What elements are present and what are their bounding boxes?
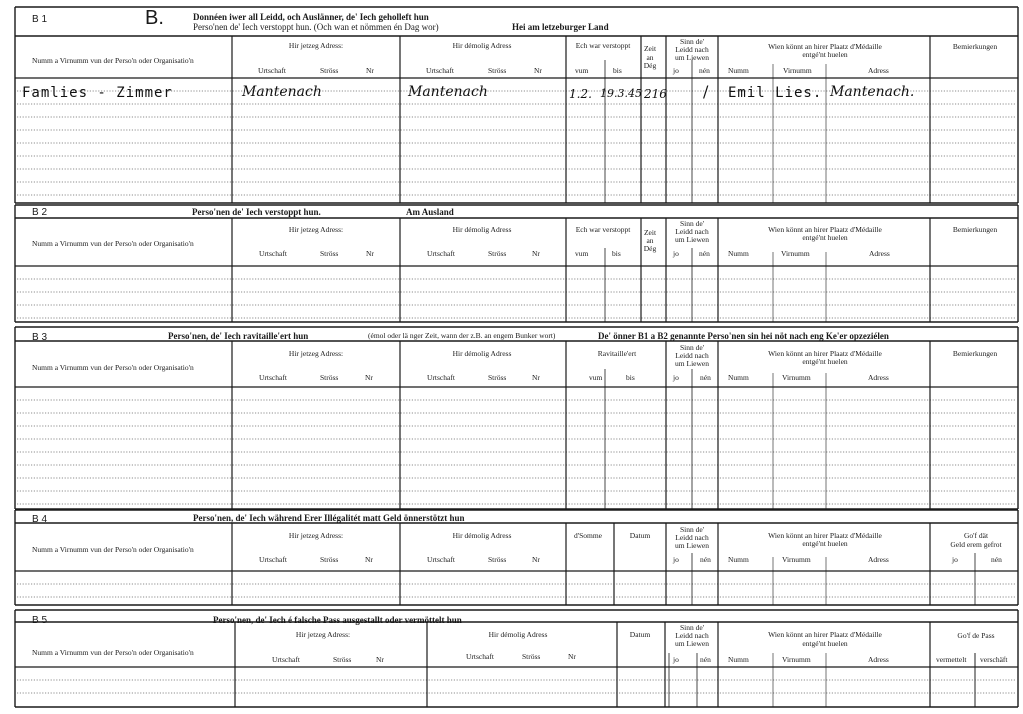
remarks-header: Bemierkungen — [952, 225, 998, 234]
street-header: Ströss — [488, 66, 507, 75]
former-address-header: Hir démolig Adress — [452, 225, 512, 234]
current-address-header: Hir jetzeg Adress: — [295, 630, 351, 639]
medal-first-name-header: Virnumm — [782, 555, 811, 564]
number-header: Nr — [376, 655, 384, 664]
passport-given-header: Go'f de Pass — [957, 631, 995, 640]
days-header: Zeit — [643, 228, 657, 237]
money-given-header: Geld erem gefrot — [950, 540, 1002, 549]
name-col-header: Numm a Virnumm vun der Perso'n oder Organisatio'n — [32, 56, 194, 65]
section-subtitle-b2: Am Ausland — [406, 207, 454, 217]
yes-header: jo — [673, 66, 679, 75]
medal-header: entgé'nt huelen — [802, 233, 848, 242]
days-header: Dég — [643, 244, 657, 253]
name-col-header: Numm a Virnumm vun der Perso'n oder Organisatio'n — [32, 363, 194, 372]
locality-header: Urtschaft — [259, 555, 287, 564]
date-header: Datum — [629, 630, 651, 639]
street-header: Ströss — [488, 373, 507, 382]
alive-header: Leidd nach — [675, 227, 709, 236]
section-label-b4: B 4 — [32, 514, 48, 525]
street-header: Ströss — [488, 249, 507, 258]
from-header: vum — [575, 249, 589, 258]
street-header: Ströss — [333, 655, 352, 664]
medal-first-name-header: Virnumm — [782, 373, 811, 382]
number-header: Nr — [532, 373, 540, 382]
hidden-period-header: Ech war verstoppt — [575, 41, 631, 50]
name-col-header: Numm a Virnumm vun der Perso'n oder Organisatio'n — [32, 648, 194, 657]
section-note-b3: (émol oder lä nger Zeit, wann der z.B. an engem Bunker wort) — [368, 331, 556, 340]
entry-locality-former: Mantenach — [408, 84, 488, 100]
medal-name-header: Numm — [728, 555, 749, 564]
hidden-period-header: Ech war verstoppt — [575, 225, 631, 234]
entry-medal-name: Emil Lies. — [728, 85, 823, 101]
entry-until: 19.3.45 — [600, 87, 642, 100]
section-label-b5: B 5 — [32, 615, 48, 626]
entry-locality-now: Mantenach — [242, 84, 322, 100]
medal-header: Wien könnt an hirer Plaatz d'Médaille — [768, 349, 882, 358]
medal-header: entgé'nt huelen — [802, 50, 848, 59]
days-header: an — [646, 236, 654, 245]
medal-address-header: Adress — [868, 555, 889, 564]
section-extra-b3: De' önner B1 a B2 genannte Perso'nen sin hei nöt nach eng Ke'er opzeziélen — [598, 331, 889, 341]
money-given-header: Go'f dät — [963, 531, 989, 540]
alive-header: um Liewen — [675, 541, 709, 550]
number-header: Nr — [366, 249, 374, 258]
name-col-header: Numm a Virnumm vun der Perso'n oder Organisatio'n — [32, 239, 194, 248]
yes-header: jo — [952, 555, 958, 564]
no-header: nén — [700, 555, 711, 564]
street-header: Ströss — [320, 555, 339, 564]
name-col-header: Numm a Virnumm vun der Perso'n oder Organisatio'n — [32, 545, 194, 554]
medal-name-header: Numm — [728, 66, 749, 75]
remarks-header: Bemierkungen — [952, 349, 998, 358]
alive-header: um Liewen — [675, 639, 709, 648]
until-header: bis — [612, 249, 621, 258]
no-header: nén — [699, 66, 710, 75]
alive-header: Sinn de' — [679, 219, 705, 228]
alive-header: um Liewen — [675, 235, 709, 244]
medal-header: Wien könnt an hirer Plaatz d'Médaille — [768, 42, 882, 51]
current-address-header: Hir jetzeg Adress: — [288, 531, 344, 540]
days-header: Dég — [643, 61, 657, 70]
street-header: Ströss — [320, 373, 339, 382]
alive-header: um Liewen — [675, 359, 709, 368]
from-header: vum — [589, 373, 603, 382]
medal-name-header: Numm — [728, 655, 749, 664]
locality-header: Urtschaft — [272, 655, 300, 664]
no-header: nén — [699, 249, 710, 258]
section-title-b4: Perso'nen, de' Iech während Erer Illégalitét matt Geld önnerstötzt hun — [193, 513, 465, 523]
locality-header: Urtschaft — [466, 652, 494, 661]
section-label-b1: B 1 — [32, 14, 48, 25]
supplied-header: Ravitaille'ert — [597, 349, 637, 358]
former-address-header: Hir démolig Adress — [488, 630, 548, 639]
entry-name: Famlies - Zimmer — [22, 85, 173, 101]
alive-header: Leidd nach — [675, 351, 709, 360]
number-header: Nr — [532, 249, 540, 258]
medal-address-header: Adress — [868, 655, 889, 664]
form-letter: B. — [145, 7, 164, 29]
entry-medal-address: Mantenach. — [830, 84, 915, 100]
yes-header: jo — [673, 555, 679, 564]
locality-header: Urtschaft — [427, 249, 455, 258]
entry-from: 1.2. — [569, 87, 592, 101]
date-header: Datum — [629, 531, 651, 540]
former-address-header: Hir démolig Adress — [452, 41, 512, 50]
former-address-header: Hir démolig Adress — [452, 531, 512, 540]
obtained-header: verschäft — [980, 655, 1008, 664]
no-header: nén — [991, 555, 1002, 564]
yes-header: jo — [673, 249, 679, 258]
number-header: Nr — [365, 555, 373, 564]
street-header: Ströss — [488, 555, 507, 564]
number-header: Nr — [532, 555, 540, 564]
form-header-line2: Perso'nen de' Iech verstoppt hun. (Och wan et nömmen én Dag wor) — [193, 22, 439, 32]
alive-header: Leidd nach — [675, 533, 709, 542]
medal-first-name-header: Virnumm — [781, 249, 810, 258]
section-title-b5: Perso'nen, de' Iech é falsche Pass ausgestallt oder vermöttelt hun — [213, 615, 462, 625]
alive-header: Sinn de' — [679, 525, 705, 534]
form-header-line1: Donnéen iwer all Leidd, och Auslänner, de' Iech geholleft hun — [193, 12, 429, 22]
former-address-header: Hir démolig Adress — [452, 349, 512, 358]
number-header: Nr — [365, 373, 373, 382]
current-address-header: Hir jetzeg Adress: — [288, 41, 344, 50]
medal-address-header: Adress — [869, 249, 890, 258]
locality-header: Urtschaft — [427, 555, 455, 564]
section-title-b2: Perso'nen de' Iech verstoppt hun. — [192, 207, 321, 217]
locality-header: Urtschaft — [258, 66, 286, 75]
entry-alive-mark: / — [703, 82, 709, 101]
alive-header: Leidd nach — [675, 631, 709, 640]
locality-header: Urtschaft — [427, 373, 455, 382]
medal-header: entgé'nt huelen — [802, 639, 848, 648]
number-header: Nr — [366, 66, 374, 75]
entry-days: 216 — [644, 87, 667, 101]
medal-header: Wien könnt an hirer Plaatz d'Médaille — [768, 630, 882, 639]
alive-header: Sinn de' — [679, 37, 705, 46]
current-address-header: Hir jetzeg Adress: — [288, 225, 344, 234]
medal-name-header: Numm — [728, 249, 749, 258]
form-header-line2-extra: Hei am letzeburger Land — [512, 22, 609, 32]
no-header: nén — [700, 655, 711, 664]
until-header: bis — [613, 66, 622, 75]
medal-first-name-header: Virnumm — [783, 66, 812, 75]
section-label-b3: B 3 — [32, 332, 48, 343]
medal-address-header: Adress — [868, 66, 889, 75]
street-header: Ströss — [522, 652, 541, 661]
issued-header: vermettelt — [936, 655, 967, 664]
medal-first-name-header: Virnumm — [782, 655, 811, 664]
sum-header: d'Somme — [573, 531, 603, 540]
medal-header: Wien könnt an hirer Plaatz d'Médaille — [768, 531, 882, 540]
alive-header: Sinn de' — [679, 343, 705, 352]
section-label-b2: B 2 — [32, 207, 48, 218]
from-header: vum — [575, 66, 589, 75]
no-header: nén — [700, 373, 711, 382]
alive-header: um Liewen — [675, 53, 709, 62]
until-header: bis — [626, 373, 635, 382]
alive-header: Leidd nach — [675, 45, 709, 54]
alive-header: Sinn de' — [679, 623, 705, 632]
section-title-b3: Perso'nen, de' Iech ravitaille'ert hun — [168, 331, 309, 341]
medal-header: entgé'nt huelen — [802, 539, 848, 548]
street-header: Ströss — [320, 66, 339, 75]
number-header: Nr — [534, 66, 542, 75]
yes-header: jo — [673, 373, 679, 382]
locality-header: Urtschaft — [426, 66, 454, 75]
number-header: Nr — [568, 652, 576, 661]
locality-header: Urtschaft — [259, 373, 287, 382]
medal-header: Wien könnt an hirer Plaatz d'Médaille — [768, 225, 882, 234]
locality-header: Urtschaft — [259, 249, 287, 258]
yes-header: jo — [673, 655, 679, 664]
current-address-header: Hir jetzeg Adress: — [288, 349, 344, 358]
medal-name-header: Numm — [728, 373, 749, 382]
days-header: Zeit — [643, 44, 657, 53]
street-header: Ströss — [320, 249, 339, 258]
medal-header: entgé'nt huelen — [802, 357, 848, 366]
days-header: an — [646, 53, 654, 62]
medal-address-header: Adress — [868, 373, 889, 382]
remarks-header: Bemierkungen — [952, 42, 998, 51]
